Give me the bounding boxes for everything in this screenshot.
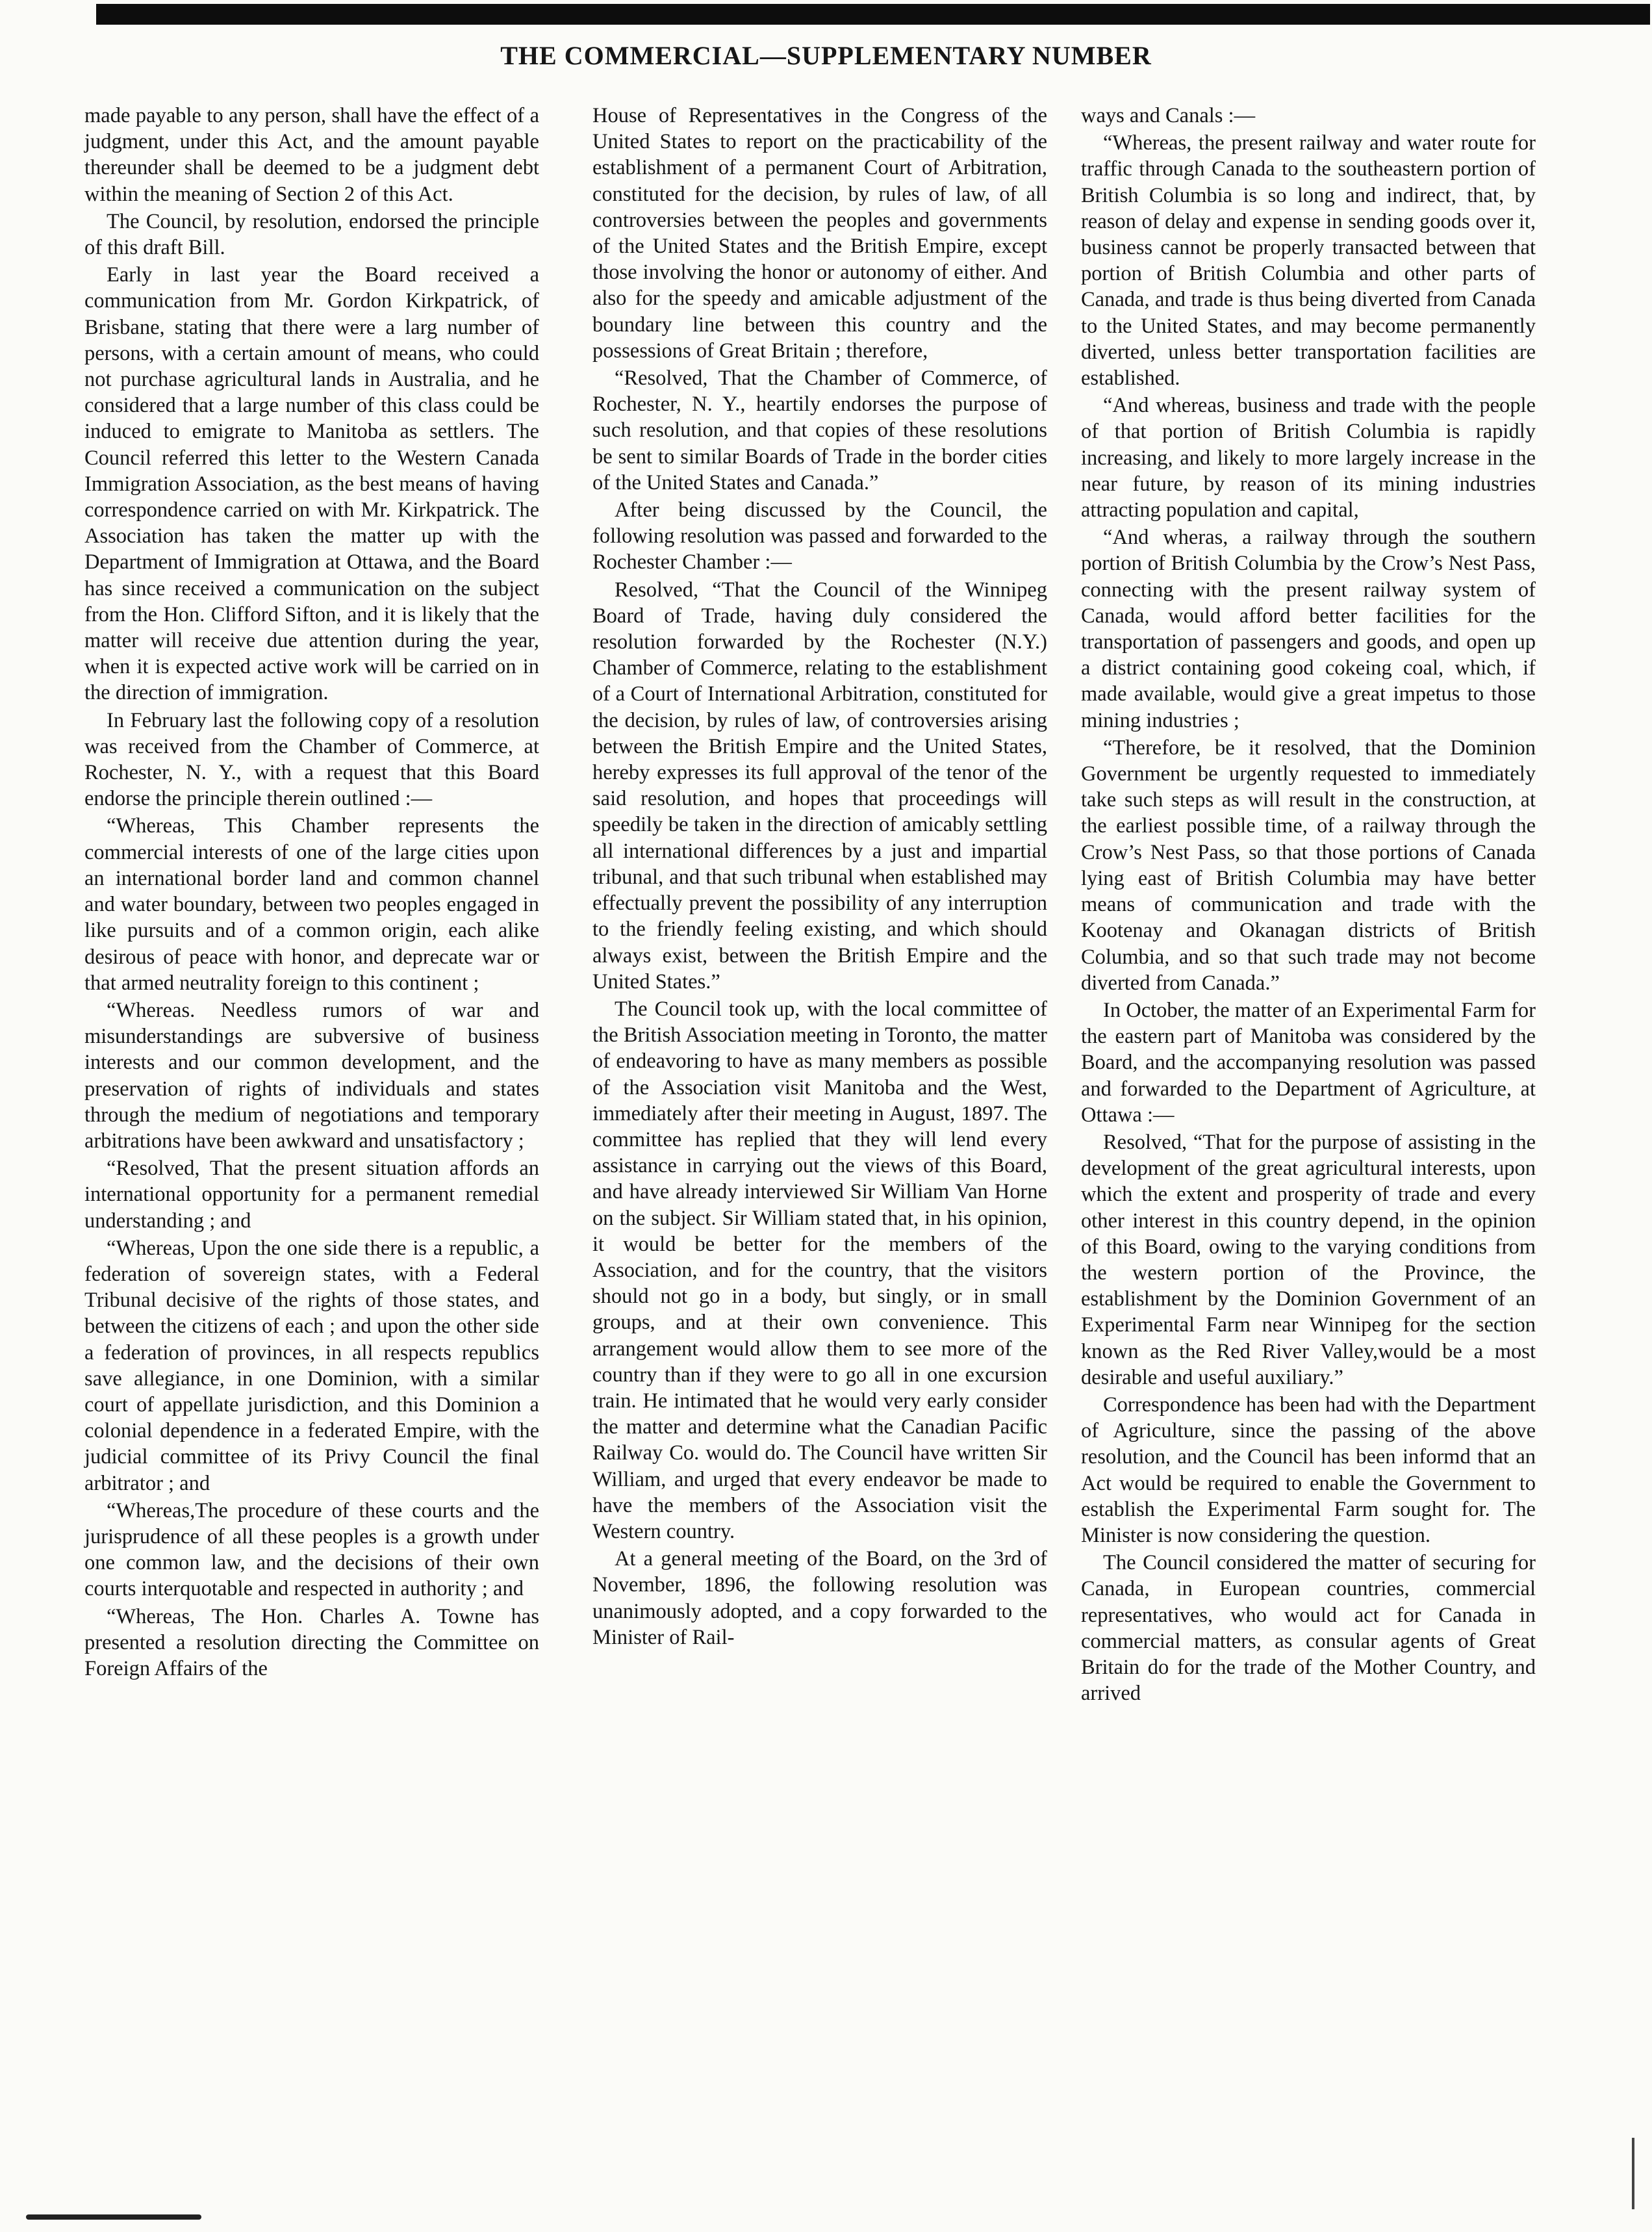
text-column-2 xyxy=(592,103,1047,1650)
paragraph: In February last the following copy of a resolution was received from the Chamber of Commerce, at Rochester, N. Y., with a request that this Board endorse the principle therein outlined :— xyxy=(84,708,539,811)
paragraph: “Therefore, be it resolved, that the Dominion Government be urgently requested to immediately take such steps as will result in the construction, at the earliest possible time, of a railway through the Crow’s Nest Pass, so that those portions of Canada lying east of British Columbia may have better means of communication and trade with the Kootenay and Okanagan districts of British Columbia, and so that such trade may not become diverted from Canada.” xyxy=(1081,736,1536,995)
paragraph: The Council, by resolution, endorsed the principle of this draft Bill. xyxy=(84,209,539,260)
paragraph: “Whereas,The procedure of these courts and the jurisprudence of all these peoples is a growth under one common law, and the decisions of their own courts interquotable and respected in authority ; and xyxy=(84,1498,539,1601)
paragraph: “Resolved, That the present situation affords an international opportunity for a permanent remedial understanding ; and xyxy=(84,1157,539,1233)
paragraph: At a general meeting of the Board, on the 3rd of November, 1896, the following resolution was unanimously adopted, and a copy forwarded to the Minister of Rail- xyxy=(592,1547,1047,1649)
paragraph: “And wheras, a railway through the southern portion of British Columbia by the Crow’s Nest Pass, connecting with the present railway system of Canada, would afford better facilities for the transportation of passengers and goods, and open up a district containing good cokeing coal, which, if made available, would give a great impetus to those mining industries ; xyxy=(1081,526,1536,732)
paragraph: The Council considered the matter of securing for Canada, in European countries, commercial representatives, who would act for Canada in commercial matters, as consular agents of Great Britain do for the trade of the Mother Country, and arrived xyxy=(1081,1551,1536,1706)
paragraph: House of Representatives in the Congress of the United States to report on the practicability of the establishment of a permanent Court of Arbitration, constituted for the decision, by rules of law, of all controversies between the peoples and governments of the United States and the British Empire, except those involving the honor or autonomy of either. And also for the speedy and amicable adjustment of the boundary line between this country and the possessions of Great Britain ; therefore, xyxy=(592,104,1047,363)
paragraph: “Whereas, Upon the one side there is a republic, a federation of sovereign states, with a Federal Tribunal decisive of the rights of those states, and between the citizens of each ; and upon the other side a federation of provinces, in all respects republics save allegiance, in one Dominion, with a similar court of appellate jurisdiction, and this Dominion a colonial dependence in a federated Empire, with the judicial committee of its Privy Council the final arbitrator ; and xyxy=(84,1236,539,1495)
text-column-1 xyxy=(84,103,539,1682)
paragraph: Resolved, “That the Council of the Winnipeg Board of Trade, having duly considered the resolution forwarded by the Rochester (N.Y.) Chamber of Commerce, relating to the establishment of a Court of International Arbitration, constituted for the decision, by rules of law, of controversies arising between the British Empire and the United States, hereby expresses its full approval of the tenor of the said resolution, and hopes that proceedings will speedily be taken in the direction of amicably settling all international differences by a just and impartial tribunal, and that such tribunal when established may effectually prevent the possibility of any interruption to the friendly feeling existing, and which should always exist, between the British Empire and the United States.” xyxy=(592,578,1047,994)
paragraph: Resolved, “That for the purpose of assisting in the development of the great agricultural interests, upon which the extent and prosperity of trade and every other interest in this country depend, in the opinion of this Board, owing to the varying conditions from the western portion of the Province, the establishment by the Dominion Government of an Experimental Farm near Winnipeg for the section known as the Red River Valley,would be a most desirable and useful auxiliary.” xyxy=(1081,1130,1536,1389)
text-column-3 xyxy=(1081,103,1536,1706)
paragraph: “Whereas, The Hon. Charles A. Towne has presented a resolution directing the Committee on Foreign Affairs of the xyxy=(84,1604,539,1680)
paragraph: “Whereas, This Chamber represents the commercial interests of one of the large cities upon an international border land and common channel and water boundary, between two peoples engaged in like pursuits and of a common origin, each alike desirous of peace with honor, and deprecate war or that armed neutrality foreign to this continent ; xyxy=(84,814,539,995)
scan-edge-mark xyxy=(26,2214,201,2220)
paragraph: “And whereas, business and trade with the people of that portion of British Columbia is rapidly increasing, and likely to more largely increase in the near future, by reason of its mining industries attracting population and capital, xyxy=(1081,394,1536,522)
scan-margin-mark xyxy=(1632,2138,1634,2209)
paragraph: The Council took up, with the local committee of the British Association meeting in Toronto, the matter of endeavoring to have as many members as possible of the Association visit Manitoba and the West, immediately after their meeting in August, 1897. The committee has replied that they will lend every assistance in carrying out the views of this Board, and have already interviewed Sir William Van Horne on the subject. Sir William stated that, in his opinion, it would be better for the members of the Association, and for the country, that the visitors should not go in a body, but singly, or in small groups, and at their own convenience. This arrangement would allow them to see more of the country than if they were to go all in one excursion train. He intimated that he would very early consider the matter and determine what the Canadian Pacific Railway Co. would do. The Council have written Sir William, and urged that every endeavor be made to have the members of the Association visit the Western country. xyxy=(592,997,1047,1543)
paragraph: made payable to any person, shall have the effect of a judgment, under this Act, and the amount payable thereunder shall be deemed to be a judgment debt within the meaning of Section 2 of this Act. xyxy=(84,104,539,206)
paragraph: “Whereas, the present railway and water route for traffic through Canada to the southeastern portion of British Columbia is so long and indirect, that, by reason of delay and expense in sending goods over it, business cannot be properly transacted between that portion of British Columbia and other parts of Canada, and trade is thus being diverted from Canada to the United States, and may become permanently diverted, unless better transportation facilities are established. xyxy=(1081,131,1536,391)
paragraph: Correspondence has been had with the Department of Agriculture, since the passing of the above resolution, and the Council has been informd that an Act would be required to enable the Government to establish the Experimental Farm sought for. The Minister is now considering the question. xyxy=(1081,1392,1536,1547)
paragraph: In October, the matter of an Experimental Farm for the eastern part of Manitoba was considered by the Board, and the accompanying resolution was passed and forwarded to the Department of Agriculture, at Ottawa :— xyxy=(1081,998,1536,1127)
top-rule xyxy=(96,4,1650,25)
paragraph: Early in last year the Board received a communication from Mr. Gordon Kirkpatrick, of Brisbane, stating that there were a larg number of persons, with a certain amount of means, who could not purchase agricultural lands in Australia, and he considered that a large number of this class could be induced to emigrate to Manitoba as settlers. The Council referred this letter to the Western Canada Immigration Association, as the best means of having correspondence carried on with Mr. Kirkpatrick. The Association has taken the matter up with the Department of Immigration at Ottawa, and the Board has since received a communication on the subject from the Hon. Clifford Sifton, and it is likely that the matter will receive due attention during the year, when it is expected active work will be carried on in the direction of immigration. xyxy=(84,263,539,705)
paragraph: After being discussed by the Council, the following resolution was passed and forwarded to the Rochester Chamber :— xyxy=(592,498,1047,574)
paragraph: ways and Canals :— xyxy=(1081,104,1256,127)
paragraph: “Resolved, That the Chamber of Commerce, of Rochester, N. Y., heartily endorses the purpose of such resolution, and that copies of these resolutions be sent to similar Boards of Trade in the border cities of the United States and Canada.” xyxy=(592,366,1047,494)
paragraph: “Whereas. Needless rumors of war and misunderstandings are subversive of business interests and our common development, and the preservation of rights of individuals and states through the medium of negotiations and temporary arbitrations have been awkward and unsatisfactory ; xyxy=(84,998,539,1153)
running-header: THE COMMERCIAL—SUPPLEMENTARY NUMBER xyxy=(500,41,1152,70)
